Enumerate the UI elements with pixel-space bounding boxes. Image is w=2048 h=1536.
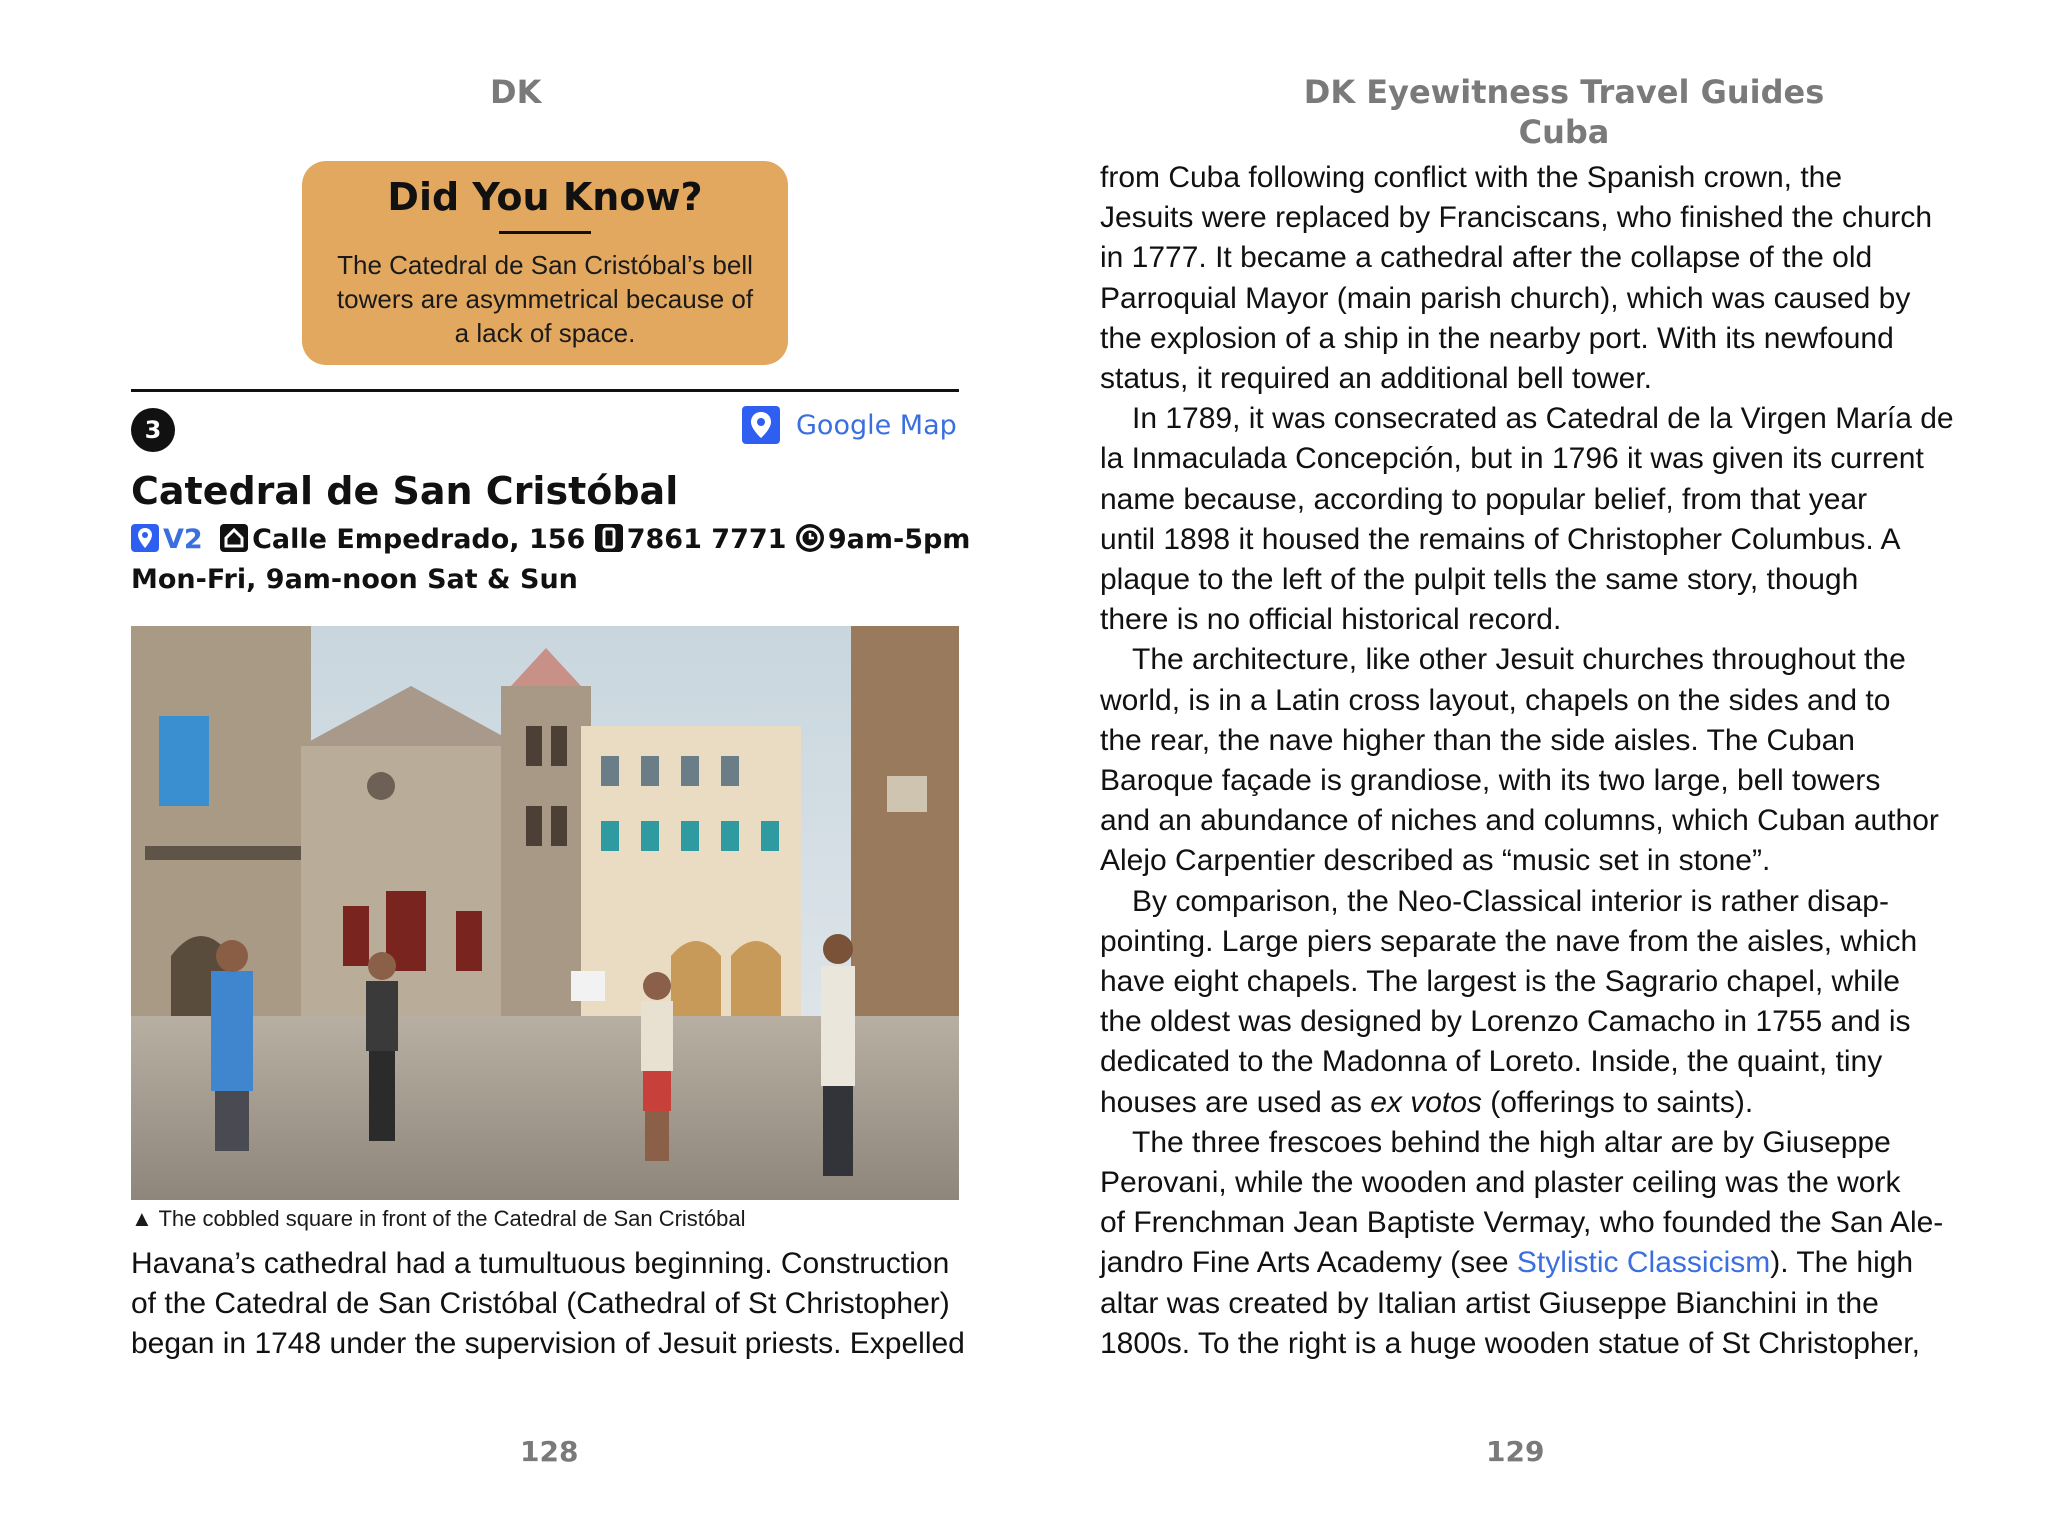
text-line-ex-votos xyxy=(1100,1083,1970,1123)
text-line: of the Catedral de San Cristóbal (Cathedral of St Christopher) xyxy=(131,1287,950,1321)
entry-number-badge: 3 xyxy=(131,408,175,452)
text-line: Jesuits were replaced by Franciscans, who finished the church xyxy=(1100,201,1933,235)
text-line: until 1898 it housed the remains of Christopher Columbus. A xyxy=(1100,522,1901,556)
map-pin-icon xyxy=(131,524,159,552)
entry-title: Catedral de San Cristóbal xyxy=(131,469,679,513)
text-line: world, is in a Latin cross layout, chapels on the sides and to xyxy=(1100,683,1891,717)
running-header-right: DK Eyewitness Travel Guides Cuba xyxy=(1303,73,1825,151)
phone-icon xyxy=(595,524,623,552)
did-you-know-rule xyxy=(499,231,591,234)
clock-icon xyxy=(796,524,824,552)
text-fragment: (offerings to saints). xyxy=(1481,1085,1754,1119)
text-line: altar was created by Italian artist Giuseppe Bianchini in the xyxy=(1100,1286,1879,1320)
did-you-know-box xyxy=(302,161,788,365)
body-text-right xyxy=(1100,158,1970,1364)
map-pin-icon xyxy=(742,406,780,444)
text-line: began in 1748 under the supervision of Jesuit priests. Expelled xyxy=(131,1327,965,1361)
section-divider xyxy=(131,389,959,392)
right-page xyxy=(1024,0,2048,1536)
text-line: pointing. Large piers separate the nave from the aisles, which xyxy=(1100,924,1918,958)
opening-hours: 9am-5pm xyxy=(827,524,971,555)
google-map-link[interactable] xyxy=(742,406,957,444)
entry-info xyxy=(131,520,971,600)
italic-term: ex votos xyxy=(1370,1085,1482,1119)
cathedral-square-photo xyxy=(131,626,959,1200)
text-line: there is no official historical record. xyxy=(1100,603,1562,637)
did-you-know-line: a lack of space. xyxy=(454,318,636,348)
text-fragment: ). The high xyxy=(1770,1246,1914,1280)
google-map-label: Google Map xyxy=(796,409,957,441)
text-line: from Cuba following conflict with the Spanish crown, the xyxy=(1100,161,1843,194)
did-you-know-text xyxy=(302,248,788,350)
text-line: la Inmaculada Concepción, but in 1796 it was given its current xyxy=(1100,442,1924,476)
opening-hours-continued: Mon-Fri, 9am-noon Sat & Sun xyxy=(131,564,578,595)
page-number-left: 128 xyxy=(520,1435,579,1468)
text-line: name because, according to popular belief, from that year xyxy=(1100,482,1868,516)
text-line: 1800s. To the right is a huge wooden statue of St Christopher, xyxy=(1100,1326,1920,1360)
text-line: plaque to the left of the pulpit tells the same story, though xyxy=(1100,563,1859,597)
grid-reference: V2 xyxy=(163,524,203,555)
text-line: the oldest was designed by Lorenzo Camacho in 1755 and is xyxy=(1100,1005,1911,1039)
text-line: In 1789, it was consecrated as Catedral de la Virgen María de xyxy=(1132,402,1954,436)
phone-number: 7861 7771 xyxy=(626,524,787,555)
text-line: By comparison, the Neo-Classical interior is rather disap- xyxy=(1132,884,1889,918)
text-line: The architecture, like other Jesuit churches throughout the xyxy=(1132,643,1906,677)
text-line: Parroquial Mayor (main parish church), which was caused by xyxy=(1100,281,1911,315)
text-line: of Frenchman Jean Baptiste Vermay, who founded the San Ale- xyxy=(1100,1206,1944,1240)
running-header-left: DK xyxy=(490,73,542,111)
text-line: status, it required an additional bell tower. xyxy=(1100,362,1652,396)
text-line: dedicated to the Madonna of Loreto. Inside, the quaint, tiny xyxy=(1100,1045,1883,1079)
text-line: The three frescoes behind the high altar are by Giuseppe xyxy=(1132,1125,1891,1159)
text-line-with-link xyxy=(1100,1243,1970,1283)
text-fragment: houses are used as xyxy=(1100,1085,1371,1119)
photo-caption: ▲ The cobbled square in front of the Catedral de San Cristóbal xyxy=(131,1206,746,1231)
address: Calle Empedrado, 156 xyxy=(252,524,586,555)
text-line: the explosion of a ship in the nearby port. With its newfound xyxy=(1100,321,1894,355)
text-line: in 1777. It became a cathedral after the collapse of the old xyxy=(1100,241,1873,275)
text-line: and an abundance of niches and columns, which Cuban author xyxy=(1100,804,1939,838)
text-line: Havana’s cathedral had a tumultuous beginning. Construction xyxy=(131,1247,950,1280)
home-icon xyxy=(220,524,248,552)
text-fragment: jandro Fine Arts Academy (see xyxy=(1100,1246,1517,1280)
stylistic-classicism-link[interactable]: Stylistic Classicism xyxy=(1516,1246,1771,1280)
text-line: Perovani, while the wooden and plaster ceiling was the work xyxy=(1100,1166,1901,1200)
text-line: Alejo Carpentier described as “music set in stone”. xyxy=(1100,844,1771,878)
text-line: the rear, the nave higher than the side aisles. The Cuban xyxy=(1100,723,1855,757)
did-you-know-line: The Catedral de San Cristóbal’s bell xyxy=(337,250,753,280)
did-you-know-line: towers are asymmetrical because of xyxy=(336,284,754,314)
page-number-right: 129 xyxy=(1486,1435,1545,1468)
did-you-know-title: Did You Know? xyxy=(387,175,703,219)
text-line: Baroque façade is grandiose, with its two large, bell towers xyxy=(1100,764,1881,798)
body-text-left xyxy=(131,1244,971,1365)
text-line: have eight chapels. The largest is the Sagrario chapel, while xyxy=(1100,965,1900,999)
